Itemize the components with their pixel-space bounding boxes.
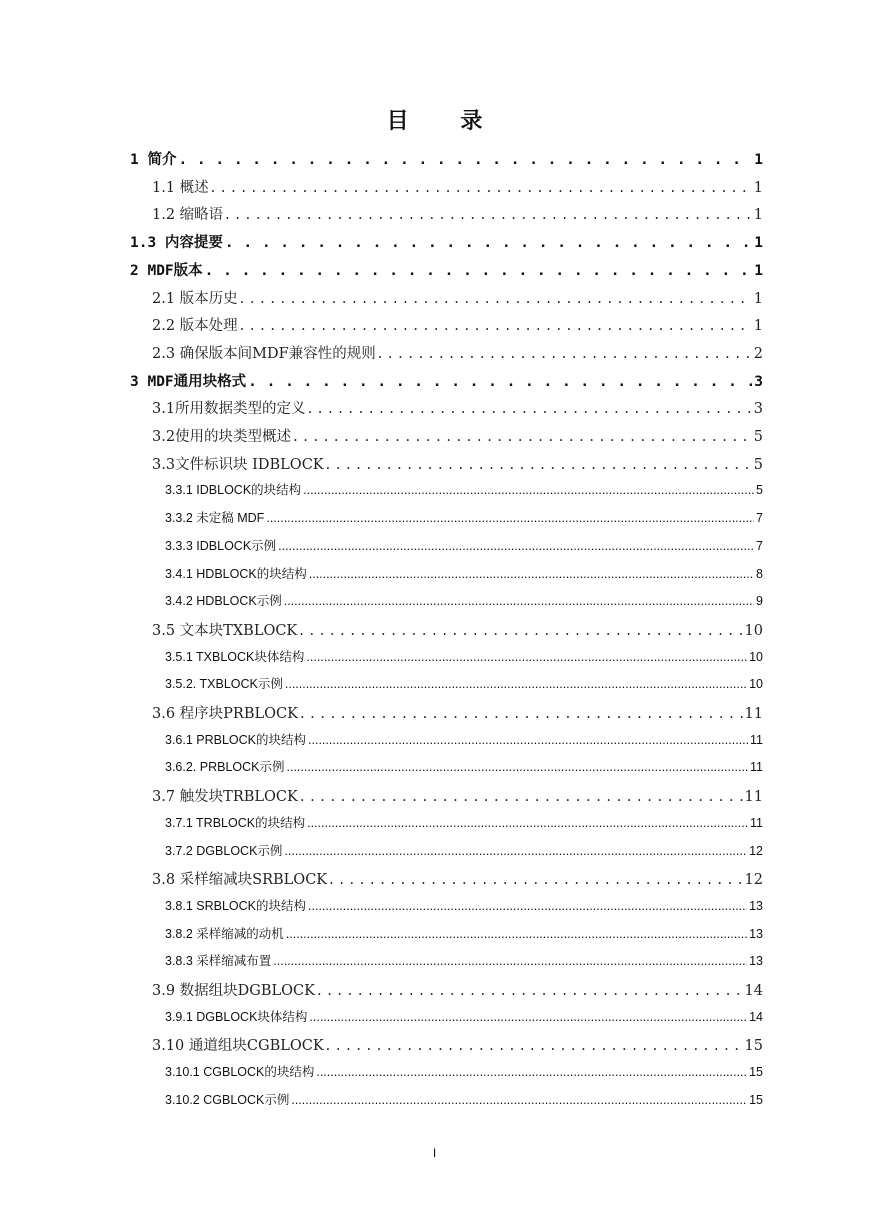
toc-entry-page: 3 [754,373,763,390]
toc-entry-label: 3.7 触发块TRBLOCK [152,789,298,806]
toc-entry-page: 13 [749,926,763,941]
toc-dot-leader [308,899,747,913]
toc-dot-leader [300,706,743,722]
toc-entry-label: 3.3.2 未定稿 MDF [165,511,265,526]
toc-entry-page: 10 [749,649,763,664]
toc-dot-leader [178,152,752,168]
toc-entry[interactable] [165,1090,763,1108]
toc-entry-label: 3.3.1 IDBLOCK的块结构 [165,483,302,498]
toc-dot-leader [303,483,754,497]
toc-dot-leader [284,594,754,608]
toc-entry-page: 9 [756,594,763,609]
toc-dot-leader [300,789,743,805]
toc-entry-page: 12 [744,872,763,889]
toc-entry-page: 3 [753,401,763,418]
toc-entry-page: 15 [744,1038,763,1055]
page-number: I [432,1146,437,1160]
toc-entry[interactable] [165,674,763,692]
toc-entry[interactable] [165,951,763,969]
toc-entry[interactable] [165,647,763,665]
toc-dot-leader [205,263,753,279]
toc-entry-label: 3.8.3 采样缩减布置 [165,954,272,969]
toc-dot-leader [299,623,742,639]
toc-entry-page: 14 [744,983,763,999]
toc-dot-leader [378,346,752,362]
toc-entry-page: 11 [750,760,763,775]
toc-entry[interactable] [152,619,763,640]
toc-entry[interactable] [152,397,763,418]
toc-dot-leader [248,374,752,390]
toc-entry-page: 5 [753,456,763,473]
toc-entry-label: 3.8.1 SRBLOCK的块结构 [165,898,307,913]
toc-dot-leader [317,983,743,999]
toc-entry[interactable] [165,757,763,775]
toc-entry-page: 12 [749,843,763,858]
toc-entry[interactable] [165,564,763,582]
toc-entry-page: 5 [756,483,763,498]
toc-entry[interactable] [152,868,763,889]
toc-entry[interactable] [165,730,763,748]
toc-entry-label: 2.2 版本处理 [152,318,238,335]
toc-dot-leader [316,1065,747,1079]
toc-entry-page: 5 [753,429,763,445]
toc-entry-label: 3.3文件标识块 IDBLOCK [152,456,324,473]
toc-entry-page: 1 [754,235,763,252]
toc-dot-leader [291,1093,747,1107]
toc-dot-leader [329,872,742,888]
toc-entry-page: 13 [749,898,763,913]
toc-entry-label: 3.1所用数据类型的定义 [152,401,306,418]
toc-entry[interactable] [152,702,763,723]
toc-dot-leader [293,429,752,445]
toc-dot-leader [284,844,747,858]
toc-dot-leader [309,1010,747,1024]
toc-entry[interactable] [152,203,763,224]
toc-entry[interactable] [152,176,763,197]
toc-entry-page: 10 [744,622,763,639]
toc-entry-label: 3.9.1 DGBLOCK块体结构 [165,1009,308,1024]
toc-entry[interactable] [165,480,763,498]
toc-entry-label: 3.4.1 HDBLOCK的块结构 [165,566,307,581]
toc-entry[interactable] [165,508,763,526]
toc-entry[interactable] [165,536,763,554]
toc-entry[interactable] [152,1034,763,1055]
toc-entry-label: 3.5.1 TXBLOCK块体结构 [165,649,305,664]
toc-dot-leader [225,235,752,251]
toc-dot-leader [309,567,754,581]
toc-entry-label: 3.6.1 PRBLOCK的块结构 [165,732,307,747]
toc-entry-label: 3.9 数据组块DGBLOCK [152,983,315,999]
toc-entry-page: 1 [754,262,763,279]
toc-entry[interactable] [152,453,763,474]
toc-entry[interactable] [165,924,763,942]
toc-entry[interactable] [130,259,763,280]
toc-dot-leader [287,760,749,774]
toc-entry-page: 10 [749,677,763,692]
toc-entry-page: 1 [754,152,763,168]
toc-entry-label: 2.3 确保版本间MDF兼容性的规则 [152,345,376,362]
toc-entry[interactable] [152,314,763,335]
toc-dot-leader [240,291,752,307]
toc-dot-leader [326,1038,743,1054]
toc-entry-label: 3 MDF通用块格式 [130,373,247,390]
toc-entry-page: 1 [753,179,763,196]
toc-entry-label: 1.3 内容提要 [130,235,223,252]
toc-dot-leader [326,457,752,473]
toc-entry[interactable] [152,979,763,1000]
toc-dot-leader [307,816,748,830]
toc-entry-page: 2 [753,345,763,362]
toc-dot-leader [285,677,747,691]
toc-entry-label: 1.2 缩略语 [152,207,224,224]
toc-entry[interactable] [130,148,763,169]
toc-entry[interactable] [152,287,763,308]
toc-entry-label: 3.6 程序块PRBLOCK [152,706,298,722]
toc-entry-label: 3.5 文本块TXBLOCK [152,622,298,639]
toc-dot-leader [273,954,747,968]
toc-entry[interactable] [165,1007,763,1025]
toc-dot-leader [225,207,752,223]
toc-entry-label: 3.10.1 CGBLOCK的块结构 [165,1065,315,1080]
toc-entry[interactable] [165,813,763,831]
toc-entry-label: 3.8 采样缩减块SRBLOCK [152,872,328,889]
toc-entry[interactable] [152,785,763,806]
toc-entry[interactable] [165,591,763,609]
toc-entry-label: 3.4.2 HDBLOCK示例 [165,594,282,609]
toc-entry-label: 2.1 版本历史 [152,290,238,307]
toc-entry-label: 2 MDF版本 [130,262,203,279]
toc-entry-label: 3.2使用的块类型概述 [152,429,292,445]
toc-entry-page: 15 [749,1065,763,1080]
toc-dot-leader [308,733,748,747]
toc-entry-page: 1 [753,290,763,307]
toc-entry-page: 14 [749,1009,763,1024]
toc-entry-page: 11 [750,732,763,747]
toc-dot-leader [308,401,752,417]
toc-dot-leader [266,511,754,525]
toc-title: 目 录 [386,108,505,134]
toc-entry[interactable] [130,370,763,391]
toc-entry[interactable] [152,342,763,363]
toc-entry-label: 1 简介 [130,152,177,168]
toc-entry[interactable] [165,1062,763,1080]
toc-dot-leader [278,539,754,553]
toc-entry-label: 3.10.2 CGBLOCK示例 [165,1092,290,1107]
toc-entry-page: 13 [749,954,763,969]
toc-entry-page: 7 [756,538,763,553]
toc-dot-leader [211,180,752,196]
toc-entry-page: 11 [744,789,763,806]
toc-dot-leader [306,650,747,664]
toc-entry[interactable] [165,896,763,914]
toc-dot-leader [286,927,747,941]
toc-dot-leader [240,318,752,334]
toc-entry-page: 8 [756,566,763,581]
toc-entry-label: 1.1 概述 [152,179,209,196]
toc-entry-page: 1 [753,207,763,224]
toc-entry-label: 3.10 通道组块CGBLOCK [152,1038,324,1055]
toc-entry-page: 11 [750,815,763,830]
toc-entry-label: 3.6.2. PRBLOCK示例 [165,760,285,775]
toc-entry-label: 3.8.2 采样缩减的动机 [165,926,284,941]
toc-entry[interactable] [165,841,763,859]
toc-entry-page: 7 [756,511,763,526]
toc-entry-page: 11 [744,706,763,722]
toc-entry-label: 3.3.3 IDBLOCK示例 [165,538,277,553]
toc-entry-label: 3.7.1 TRBLOCK的块结构 [165,815,306,830]
toc-entry[interactable] [152,425,763,446]
toc-entry-label: 3.7.2 DGBLOCK示例 [165,843,283,858]
toc-entry-page: 15 [749,1092,763,1107]
toc-entry-page: 1 [753,318,763,335]
toc-entry-label: 3.5.2. TXBLOCK示例 [165,677,283,692]
toc-entry[interactable] [130,231,763,252]
